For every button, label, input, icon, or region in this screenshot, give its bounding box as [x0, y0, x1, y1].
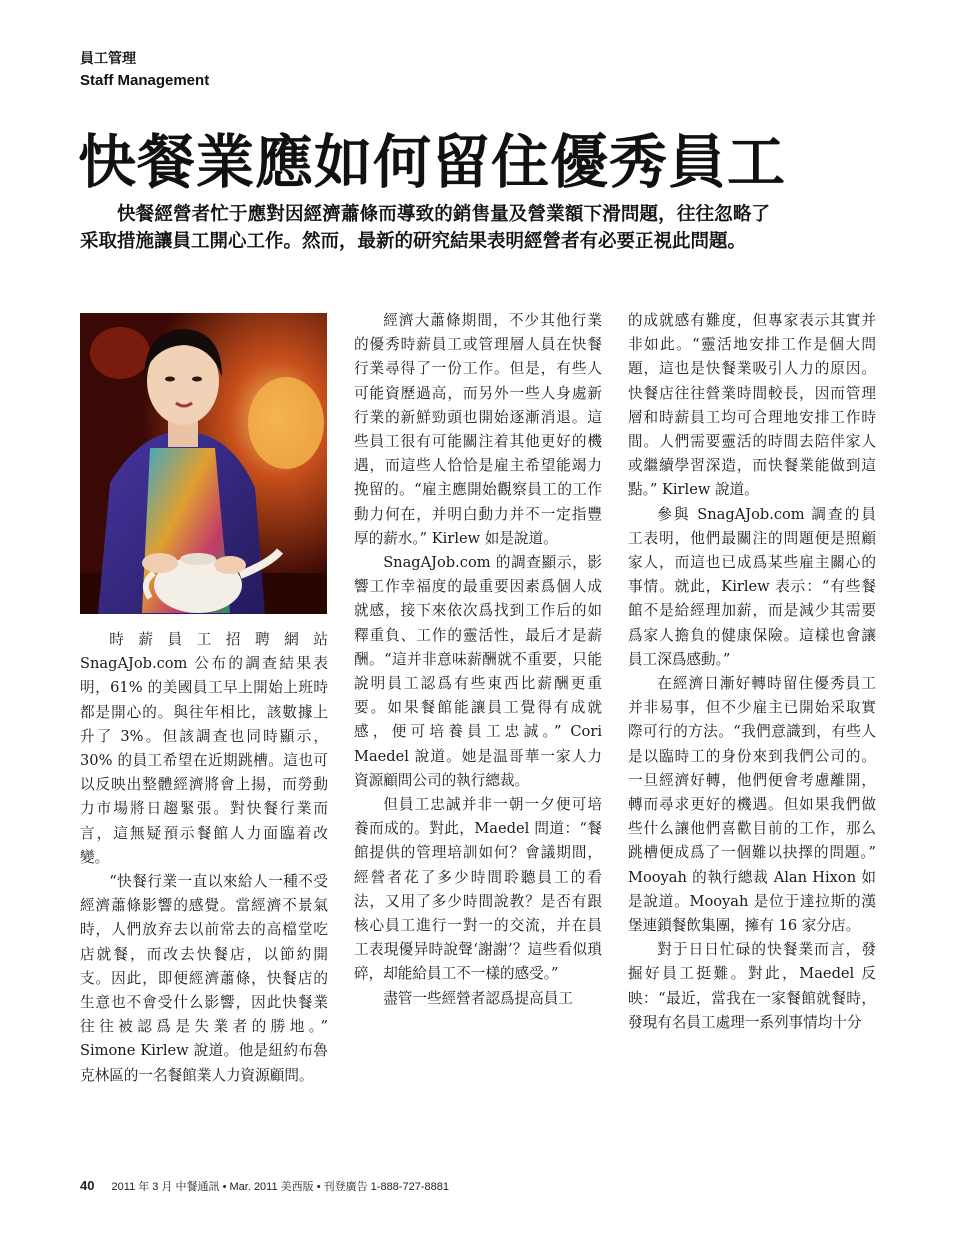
article-headline: 快餐業應如何留住優秀員工 [78, 128, 787, 196]
woman-with-teapot-photo-icon [80, 313, 327, 614]
article-paragraph: 時薪員工招聘網站 SnagAJob.com 公布的調查結果表明，61% 的美國員工早上開始上班時都是開心的。與往年相比，該數據上升了 3%。但該調查也同時顯示，30% 的員工希望在近期跳槽。這也可以反映出整體經濟將會上揚，而勞動力市場將日趨緊張。對快餐行業而言，這無疑預示餐館人力面臨着改變。 [80, 631, 328, 866]
page-number: 40 [80, 1178, 95, 1193]
article-paragraph: 參與 SnagAJob.com 調查的員工表明，他們最關注的問題便是照顧家人，而這也已成爲某些雇主關心的事情。就此，Kirlew 表示：“有些餐館不是給經理加薪，而是減少其需要爲家人擔負的健康保險。這樣也會讓員工深爲感動。” [628, 505, 876, 668]
article-photo [80, 313, 327, 614]
issue-info: 2011 年 3 月 中餐通訊 • Mar. 2011 美西版 • 刊登廣告 1-888-727-8881 [111, 1181, 449, 1193]
article-column-2 [354, 309, 602, 1011]
article-column-1 [80, 628, 328, 1088]
article-paragraph: 經濟大蕭條期間，不少其他行業的優秀時薪員工或管理層人員在快餐行業尋得了一份工作。但是，有些人可能資歷過高，而另外一些人身處新行業的新鮮勁頭也開始逐漸消退。這些員工很有可能關注着其他更好的機遇，而這些人恰恰是雇主希望能竭力挽留的。“雇主應開始觀察員工的工作動力何在，并明白動力并不一定指豐厚的薪水。” Kirlew 如是說道。 [354, 312, 602, 547]
article-paragraph: 在經濟日漸好轉時留住優秀員工并非易事，但不少雇主已開始采取實際可行的方法。“我們意識到，有些人是以臨時工的身份來到我們公司的。一旦經濟好轉，他們便會考慮離開，轉而尋求更好的機遇。但如果我們做些什么讓他們喜歡目前的工作，那么跳槽便成爲了一個難以抉擇的問題。” Mooyah 的執行總裁 Alan Hixon 如是說道。Mooyah 是位于達拉斯的漢堡連鎖餐飲集團，擁有 16 家分店。 [628, 675, 876, 935]
page-footer [80, 1178, 449, 1195]
article-paragraph: 但員工忠誠并非一朝一夕便可培養而成的。對此，Maedel 問道：“餐館提供的管理培訓如何？會議期間，經營者花了多少時間聆聽員工的看法，又用了多少時間說教？是否有跟核心員工進行一對一的交流，并在員工表現優异時說聲‘謝謝’？這些看似瑣碎，却能給員工不一樣的感受。” [354, 796, 602, 983]
section-label-en: Staff Management [80, 72, 210, 89]
article-paragraph: “快餐行業一直以來給人一種不受經濟蕭條影響的感覺。當經濟不景氣時，人們放弃去以前常去的高檔堂吃店就餐，而改去快餐店，以節約開支。因此，即便經濟蕭條，快餐店的生意也不會受什么影響，因此快餐業往往被認爲是失業者的勝地。” Simone Kirlew 說道。他是紐約布魯克林區的一名餐館業人力資源顧問。 [80, 873, 328, 1084]
section-label-zh: 員工管理 [80, 51, 136, 67]
article-paragraph: 盡管一些經營者認爲提高員工 [383, 989, 573, 1007]
article-deck: 快餐經營者忙于應對因經濟蕭條而導致的銷售量及營業額下滑問題，往往忽略了采取措施讓員工開心工作。然而，最新的研究結果表明經營者有必要正視此問題。 [80, 204, 770, 252]
article-column-3 [628, 309, 876, 1035]
article-paragraph: SnagAJob.com 的調查顯示，影響工作幸福度的最重要因素爲個人成就感，接下來依次爲找到工作后的如釋重負、工作的靈活性，最后才是薪酬。“這并非意味薪酬就不重要，只能說明員工認爲有些東西比薪酬更重要。如果餐館能讓員工覺得有成就感，便可培養員工忠誠。” Cori Maedel 說道。她是温哥華一家人力資源顧問公司的執行總裁。 [354, 554, 602, 789]
article-paragraph: 對于日日忙碌的快餐業而言，發掘好員工挺難。對此，Maedel 反映：“最近，當我在一家餐館就餐時，發現有名員工處理一系列事情均十分 [628, 941, 876, 1031]
article-paragraph: 的成就感有難度，但專家表示其實并非如此。“靈活地安排工作是個大問題，這也是快餐業吸引人力的原因。快餐店往往營業時間較長，因而管理層和時薪員工均可合理地安排工作時間。人們需要靈活的時間去陪伴家人或繼續學習深造，而快餐業能做到這點。” Kirlew 說道。 [628, 312, 876, 499]
